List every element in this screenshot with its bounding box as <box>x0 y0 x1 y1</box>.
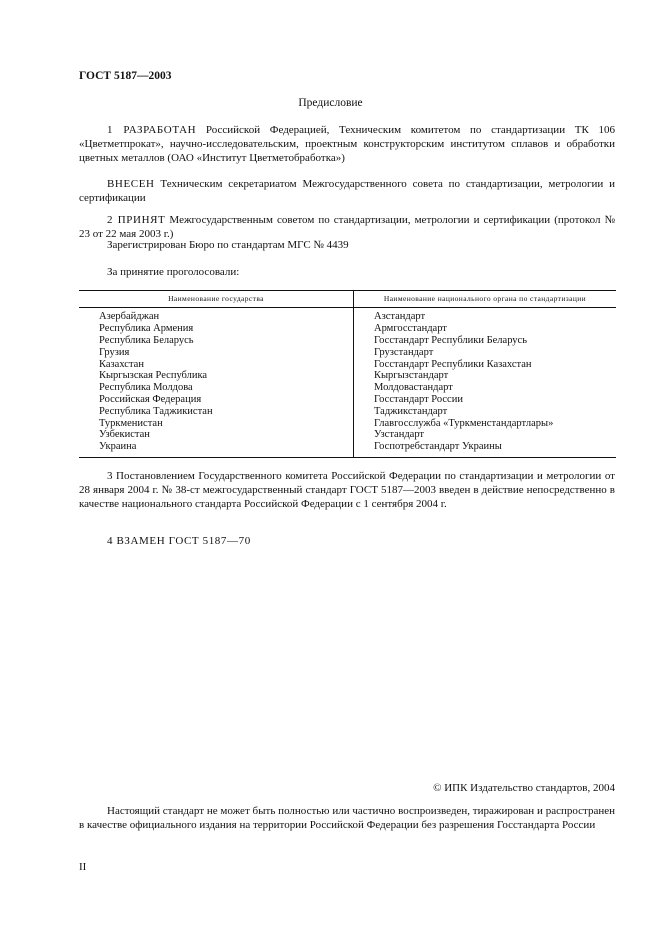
state-name: Республика Армения <box>99 323 194 335</box>
state-name: Республика Таджикистан <box>99 405 213 417</box>
paragraph-decree: 3 Постановлением Государственного комитета Российской Федерации по стандартизации и метрологии от 28 января 2004 г. № 38-ст межгосударственный стандарт ГОСТ 5187—2003 введен в действие непосредственно в качестве национального стандарта Российской Федерации с 1 сентября 2004 г. <box>79 470 615 510</box>
national-body-name: Кыргызстандарт <box>374 370 449 382</box>
state-name: Украина <box>99 441 137 453</box>
national-body-name: Армгосстандарт <box>374 323 447 335</box>
header-state: Наименование государства <box>79 291 354 308</box>
national-body-name: Узстандарт <box>374 429 425 441</box>
paragraph-developed <box>79 124 615 165</box>
state-name: Туркменистан <box>99 417 163 429</box>
paragraph-developed-text: Российской Федерацией, Техническим комитетом по стандартизации ТК 106 «Цветметпрокат», научно-исследовательским, проектным конструкторским институтом сплавов и обработки цветных металлов (ОАО «Институт Цветметобработка») <box>79 124 616 164</box>
paragraph-registered: Зарегистрирован Бюро по стандартам МГС № 4439 <box>107 239 349 251</box>
page-number: II <box>79 861 87 873</box>
paragraph-replaces: 4 ВЗАМЕН ГОСТ 5187—70 <box>107 535 251 547</box>
state-column <box>79 308 354 458</box>
national-body-column <box>354 308 617 458</box>
copyright: © ИПК Издательство стандартов, 2004 <box>433 782 615 794</box>
document-code: ГОСТ 5187—2003 <box>79 70 172 82</box>
state-name: Кыргызская Республика <box>99 370 208 382</box>
paragraph-adopted-text: Межгосударственным советом по стандартизации, метрологии и сертификации (протокол № 23 от 22 мая 2003 г.) <box>79 214 616 240</box>
reproduction-notice: Настоящий стандарт не может быть полностью или частично воспроизведен, тиражирован и распространен в качестве официального издания на территории Российской Федерации без разрешения Госстандарта России <box>79 805 615 831</box>
national-body-name: Молдовастандарт <box>374 382 453 394</box>
paragraph-adopted <box>79 214 615 242</box>
state-name: Российская Федерация <box>99 393 202 405</box>
paragraph-developed-lead: 1 РАЗРАБОТАН <box>107 124 197 136</box>
national-body-name: Госстандарт Республики Беларусь <box>374 334 528 346</box>
state-name: Азербайджан <box>99 311 160 323</box>
vote-table <box>79 290 616 458</box>
national-body-name: Азстандарт <box>374 311 426 323</box>
national-body-name: Таджикстандарт <box>374 405 448 417</box>
national-body-name: Госстандарт России <box>374 393 463 405</box>
state-name: Грузия <box>99 346 130 358</box>
national-body-name: Госстандарт Республики Казахстан <box>374 358 532 370</box>
paragraph-introduced-lead: ВНЕСЕН <box>107 178 155 190</box>
state-name: Казахстан <box>99 358 144 370</box>
national-body-name: Главгосслужба «Туркменстандартлары» <box>374 417 554 429</box>
paragraph-adopted-lead: 2 ПРИНЯТ <box>107 214 166 226</box>
paragraph-introduced-text: Техническим секретариатом Межгосударственного совета по стандартизации, метрологии и сертификации <box>79 178 615 204</box>
header-national-body: Наименование национального органа по стандартизации <box>354 291 617 308</box>
vote-table-header-row <box>79 291 616 308</box>
state-name: Республика Беларусь <box>99 334 194 346</box>
paragraph-introduced <box>79 178 615 206</box>
national-body-name: Госпотребстандарт Украины <box>374 441 502 453</box>
section-title: Предисловие <box>298 97 363 109</box>
vote-table-body-row <box>79 308 616 458</box>
state-name: Узбекистан <box>99 429 150 441</box>
paragraph-voted: За принятие проголосовали: <box>107 266 240 278</box>
state-name: Республика Молдова <box>99 382 193 394</box>
national-body-name: Грузстандарт <box>374 346 434 358</box>
